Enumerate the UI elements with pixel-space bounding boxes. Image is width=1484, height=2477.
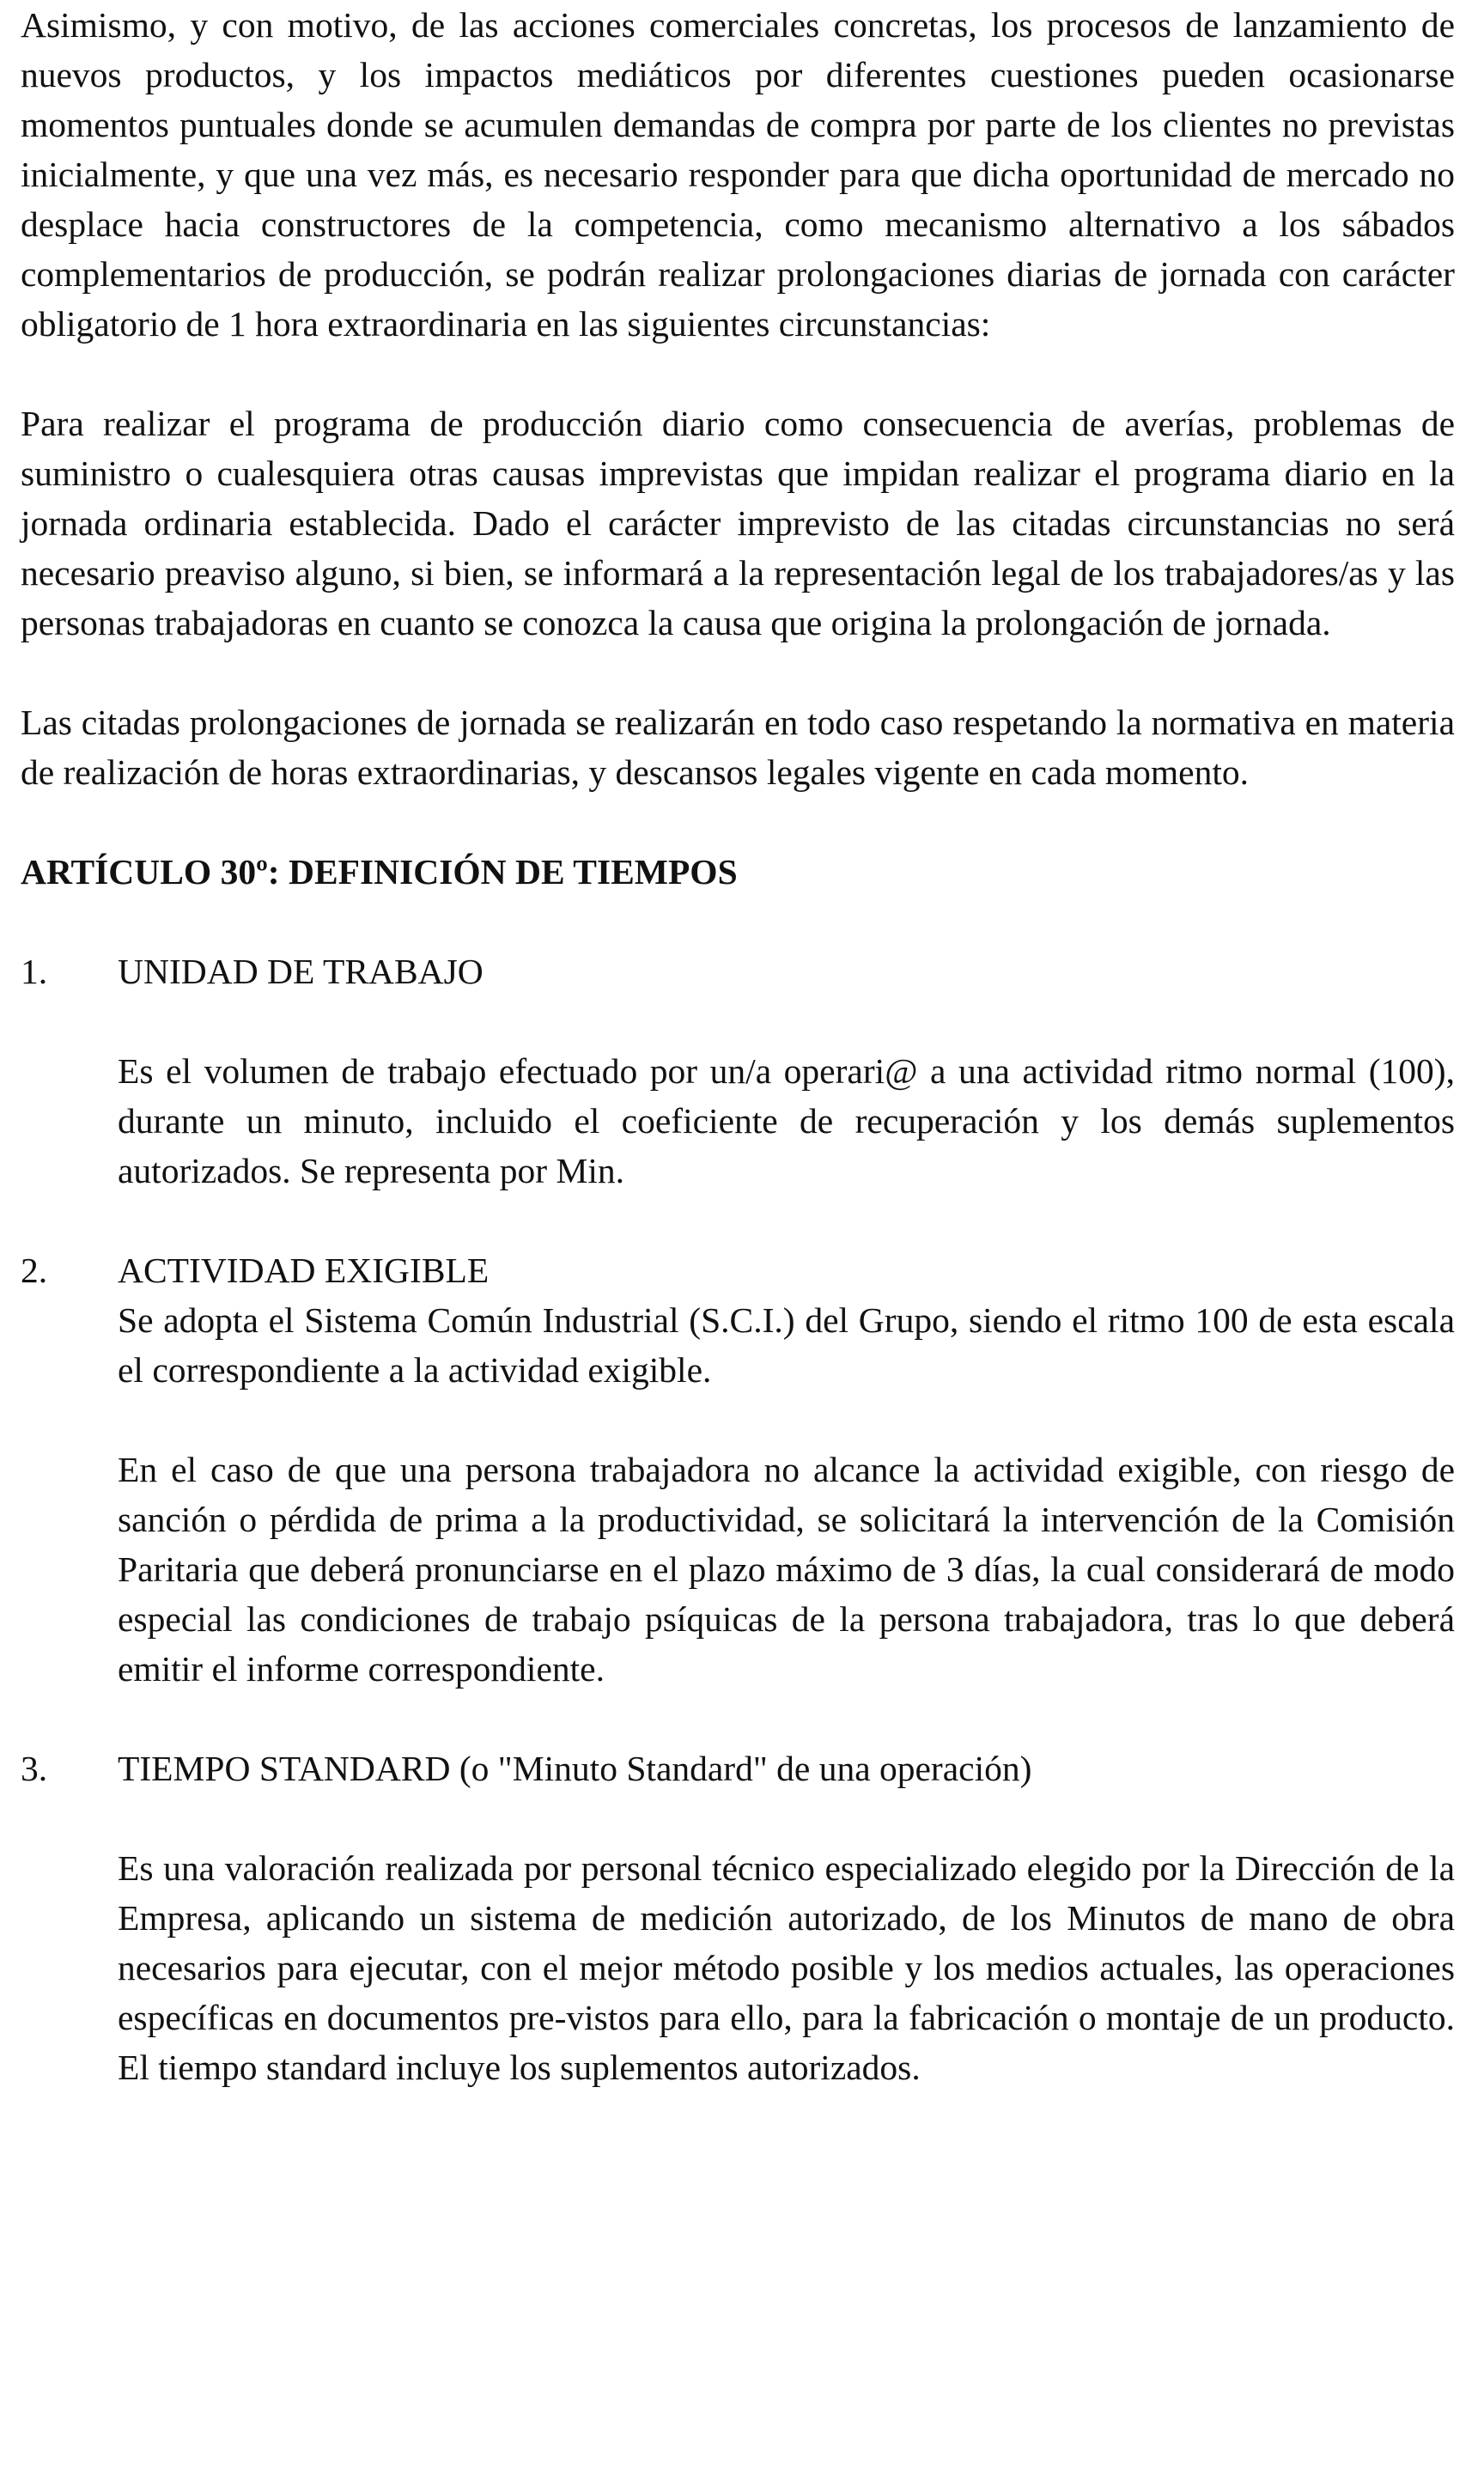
item-body — [118, 946, 1455, 1196]
item-number: 2. — [21, 1251, 48, 1290]
item-text: Es el volumen de trabajo efectuado por un/a operari@ a una actividad ritmo normal (100), durante un minuto, incluido el coeficiente de recuperación y los demás suplementos autorizados. Se representa por Min. — [118, 1051, 1455, 1190]
item-number: 3. — [21, 1749, 48, 1788]
item-text-secondary: En el caso de que una persona trabajadora no alcance la actividad exigible, con riesgo de sanción o pérdida de prima a la productividad, se solicitará la intervención de la Comisión Paritaria que deberá pronunciarse en el plazo máximo de 3 días, la cual considerará de modo especial las condiciones de trabajo psíquicas de la persona trabajadora, tras lo que deberá emitir el informe correspondiente. — [118, 1450, 1455, 1689]
item-number: 1. — [21, 952, 48, 991]
paragraph-overtime-rules: Las citadas prolongaciones de jornada se realizarán en todo caso respetando la normativa en materia de realización de horas extraordinarias, y descansos legales vigente en cada momento. — [21, 703, 1455, 792]
paragraph-intro: Asimismo, y con motivo, de las acciones comerciales concretas, los procesos de lanzamiento de nuevos productos, y los impactos mediáticos por diferentes cuestiones pueden ocasionarse momentos puntuales donde se acumulen demandas de compra por parte de los clientes no previstas inicialmente, y que una vez más, es necesario responder para que dicha oportunidad de mercado no desplace hacia constructores de la competencia, como mecanismo alternativo a los sábados complementarios de producción, se podrán realizar prolongaciones diarias de jornada con carácter obligatorio de 1 hora extraordinaria en las siguientes circunstancias: — [21, 5, 1455, 344]
item-text: Es una valoración realizada por personal técnico especializado elegido por la Dirección de la Empresa, aplicando un sistema de medición autorizado, de los Minutos de mano de obra necesarios para ejecutar, con el mejor método posible y los medios actuales, las operaciones específicas en documentos pre-vistos para ello, para la fabricación o montaje de un producto. El tiempo standard incluye los suplementos autorizados. — [118, 1848, 1455, 2087]
item-title: UNIDAD DE TRABAJO — [118, 952, 484, 991]
list-item-tiempo-standard — [21, 1744, 1455, 2092]
article-heading: ARTÍCULO 30º: DEFINICIÓN DE TIEMPOS — [21, 852, 738, 892]
item-body — [118, 1744, 1455, 2092]
item-title: TIEMPO STANDARD (o "Minuto Standard" de una operación) — [118, 1749, 1032, 1788]
list-item-actividad-exigible — [21, 1245, 1455, 1694]
paragraph-production-program: Para realizar el programa de producción diario como consecuencia de averías, problemas de suministro o cualesquiera otras causas imprevistas que impidan realizar el programa diario en la jornada ordinaria establecida. Dado el carácter imprevisto de las citadas circunstancias no será necesario preaviso alguno, si bien, se informará a la representación legal de los trabajadores/as y las personas trabajadoras en cuanto se conozca la causa que origina la prolongación de jornada. — [21, 404, 1455, 642]
item-body — [118, 1245, 1455, 1694]
list-item-unidad-trabajo — [21, 946, 1455, 1196]
item-title: ACTIVIDAD EXIGIBLE — [118, 1251, 490, 1290]
document-body — [21, 0, 1455, 2092]
item-text: Se adopta el Sistema Común Industrial (S.C.I.) del Grupo, siendo el ritmo 100 de esta escala el correspondiente a la actividad exigible. — [118, 1300, 1455, 1390]
